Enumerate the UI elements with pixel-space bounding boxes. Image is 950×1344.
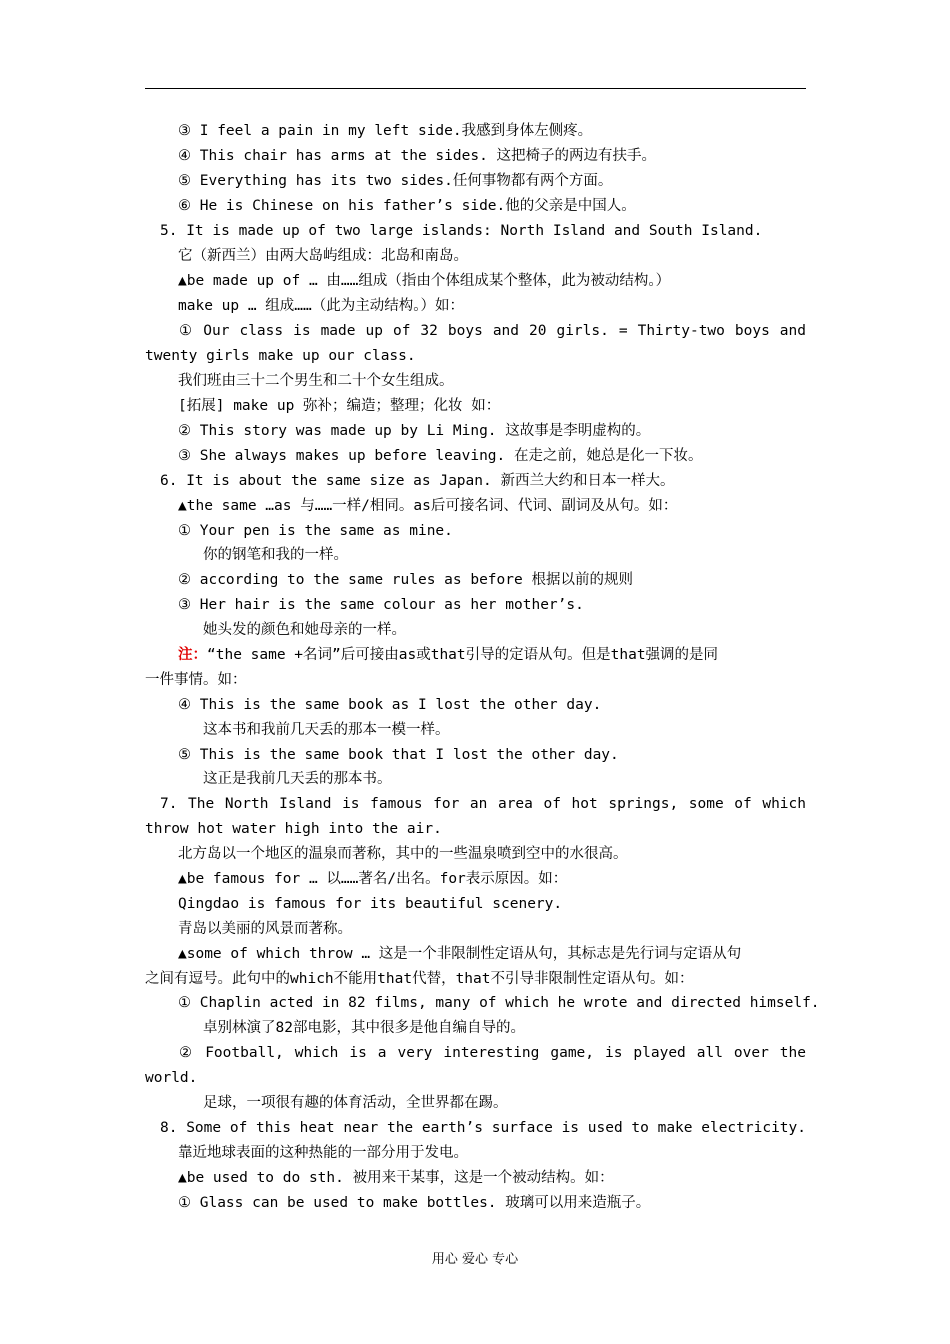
text-line: ▲be famous for … 以……著名/出名。for表示原因。如： [178, 871, 568, 887]
text-line: [拓展] make up 弥补；编造；整理；化妆 如： [178, 398, 501, 414]
text-line: 卓别林演了82部电影，其中很多是他自编自导的。 [203, 1020, 525, 1036]
text-line: ▲the same …as 与……一样/相同。as后可接名词、代词、副词及从句。如： [178, 498, 678, 514]
text-line: ▲be made up of … 由……组成（指由个体组成某个整体，此为被动结构。） [178, 273, 671, 289]
text-line: 北方岛以一个地区的温泉而著称，其中的一些温泉喷到空中的水很高。 [178, 846, 628, 862]
text-line: ③ Her hair is the same colour as her mother’s. [178, 597, 584, 613]
text-line: ② according to the same rules as before 根据以前的规则 [178, 572, 633, 588]
page-footer: 用心 爱心 专心 [431, 1252, 519, 1267]
note-label: 注： [178, 647, 207, 663]
text-line: ⑥ He is Chinese on his father’s side.他的父亲是中国人。 [178, 198, 636, 214]
text-line: ▲be used to do sth. 被用来干某事，这是一个被动结构。如： [178, 1170, 614, 1186]
text-line: ① Our class is made up of 32 boys and 20 girls. = Thirty-two boys and [179, 323, 806, 339]
text-line: ① Glass can be used to make bottles. 玻璃可以用来造瓶子。 [178, 1195, 651, 1211]
text-line: 之间有逗号。此句中的which不能用that代替，that不引导非限制性定语从句。如： [145, 971, 694, 987]
text-line: Qingdao is famous for its beautiful scenery. [178, 896, 563, 912]
text-line: ▲some of which throw … 这是一个非限制性定语从句，其标志是先行词与定语从句 [178, 946, 742, 962]
text-line: 她头发的颜色和她母亲的一样。 [203, 622, 406, 638]
text-line: make up … 组成……（此为主动结构。）如： [178, 298, 465, 314]
text-line: ③ I feel a pain in my left side.我感到身体左侧疼。 [178, 123, 593, 139]
text-line: ① Your pen is the same as mine. [178, 523, 453, 539]
text-line: ② Football, which is a very interesting game, is played all over the [179, 1045, 806, 1061]
text-line: ④ This is the same book as I lost the other day. [178, 697, 602, 713]
text-line: 7. The North Island is famous for an area of hot springs, some of which [160, 796, 806, 812]
text-line: 这正是我前几天丢的那本书。 [203, 771, 392, 787]
text-line: 足球，一项很有趣的体育活动，全世界都在踢。 [203, 1095, 508, 1111]
text-line: 6. It is about the same size as Japan. 新西兰大约和日本一样大。 [160, 473, 675, 489]
text-line: ⑤ Everything has its two sides.任何事物都有两个方面。 [178, 173, 613, 189]
text-line: ③ She always makes up before leaving. 在走之前，她总是化一下妆。 [178, 448, 703, 464]
text-line: throw hot water high into the air. [145, 821, 442, 837]
text-line: 一件事情。如： [145, 672, 247, 688]
text-line: ④ This chair has arms at the sides. 这把椅子的两边有扶手。 [178, 148, 657, 164]
text-line: ① Chaplin acted in 82 films, many of which he wrote and directed himself. [178, 995, 820, 1011]
text-line: ② This story was made up by Li Ming. 这故事是李明虚构的。 [178, 423, 651, 439]
text-line: 青岛以美丽的风景而著称。 [178, 921, 352, 937]
text-line: world. [145, 1070, 198, 1086]
text-line: 靠近地球表面的这种热能的一部分用于发电。 [178, 1145, 468, 1161]
text-line: 5. It is made up of two large islands: North Island and South Island. [160, 223, 763, 239]
text-line: 这本书和我前几天丢的那本一模一样。 [203, 722, 450, 738]
text-line: 8. Some of this heat near the earth’s surface is used to make electricity. [160, 1120, 807, 1136]
header-rule [145, 88, 806, 89]
text-line: 你的钢笔和我的一样。 [203, 547, 348, 563]
text-line: 它（新西兰）由两大岛屿组成：北岛和南岛。 [178, 248, 468, 264]
text-line: 我们班由三十二个男生和二十个女生组成。 [178, 373, 454, 389]
text-line: ⑤ This is the same book that I lost the other day. [178, 747, 619, 763]
text-line: twenty girls make up our class. [145, 348, 416, 364]
note-line: 注：“the same +名词”后可接由as或that引导的定语从句。但是that强调的是同 [178, 647, 719, 663]
